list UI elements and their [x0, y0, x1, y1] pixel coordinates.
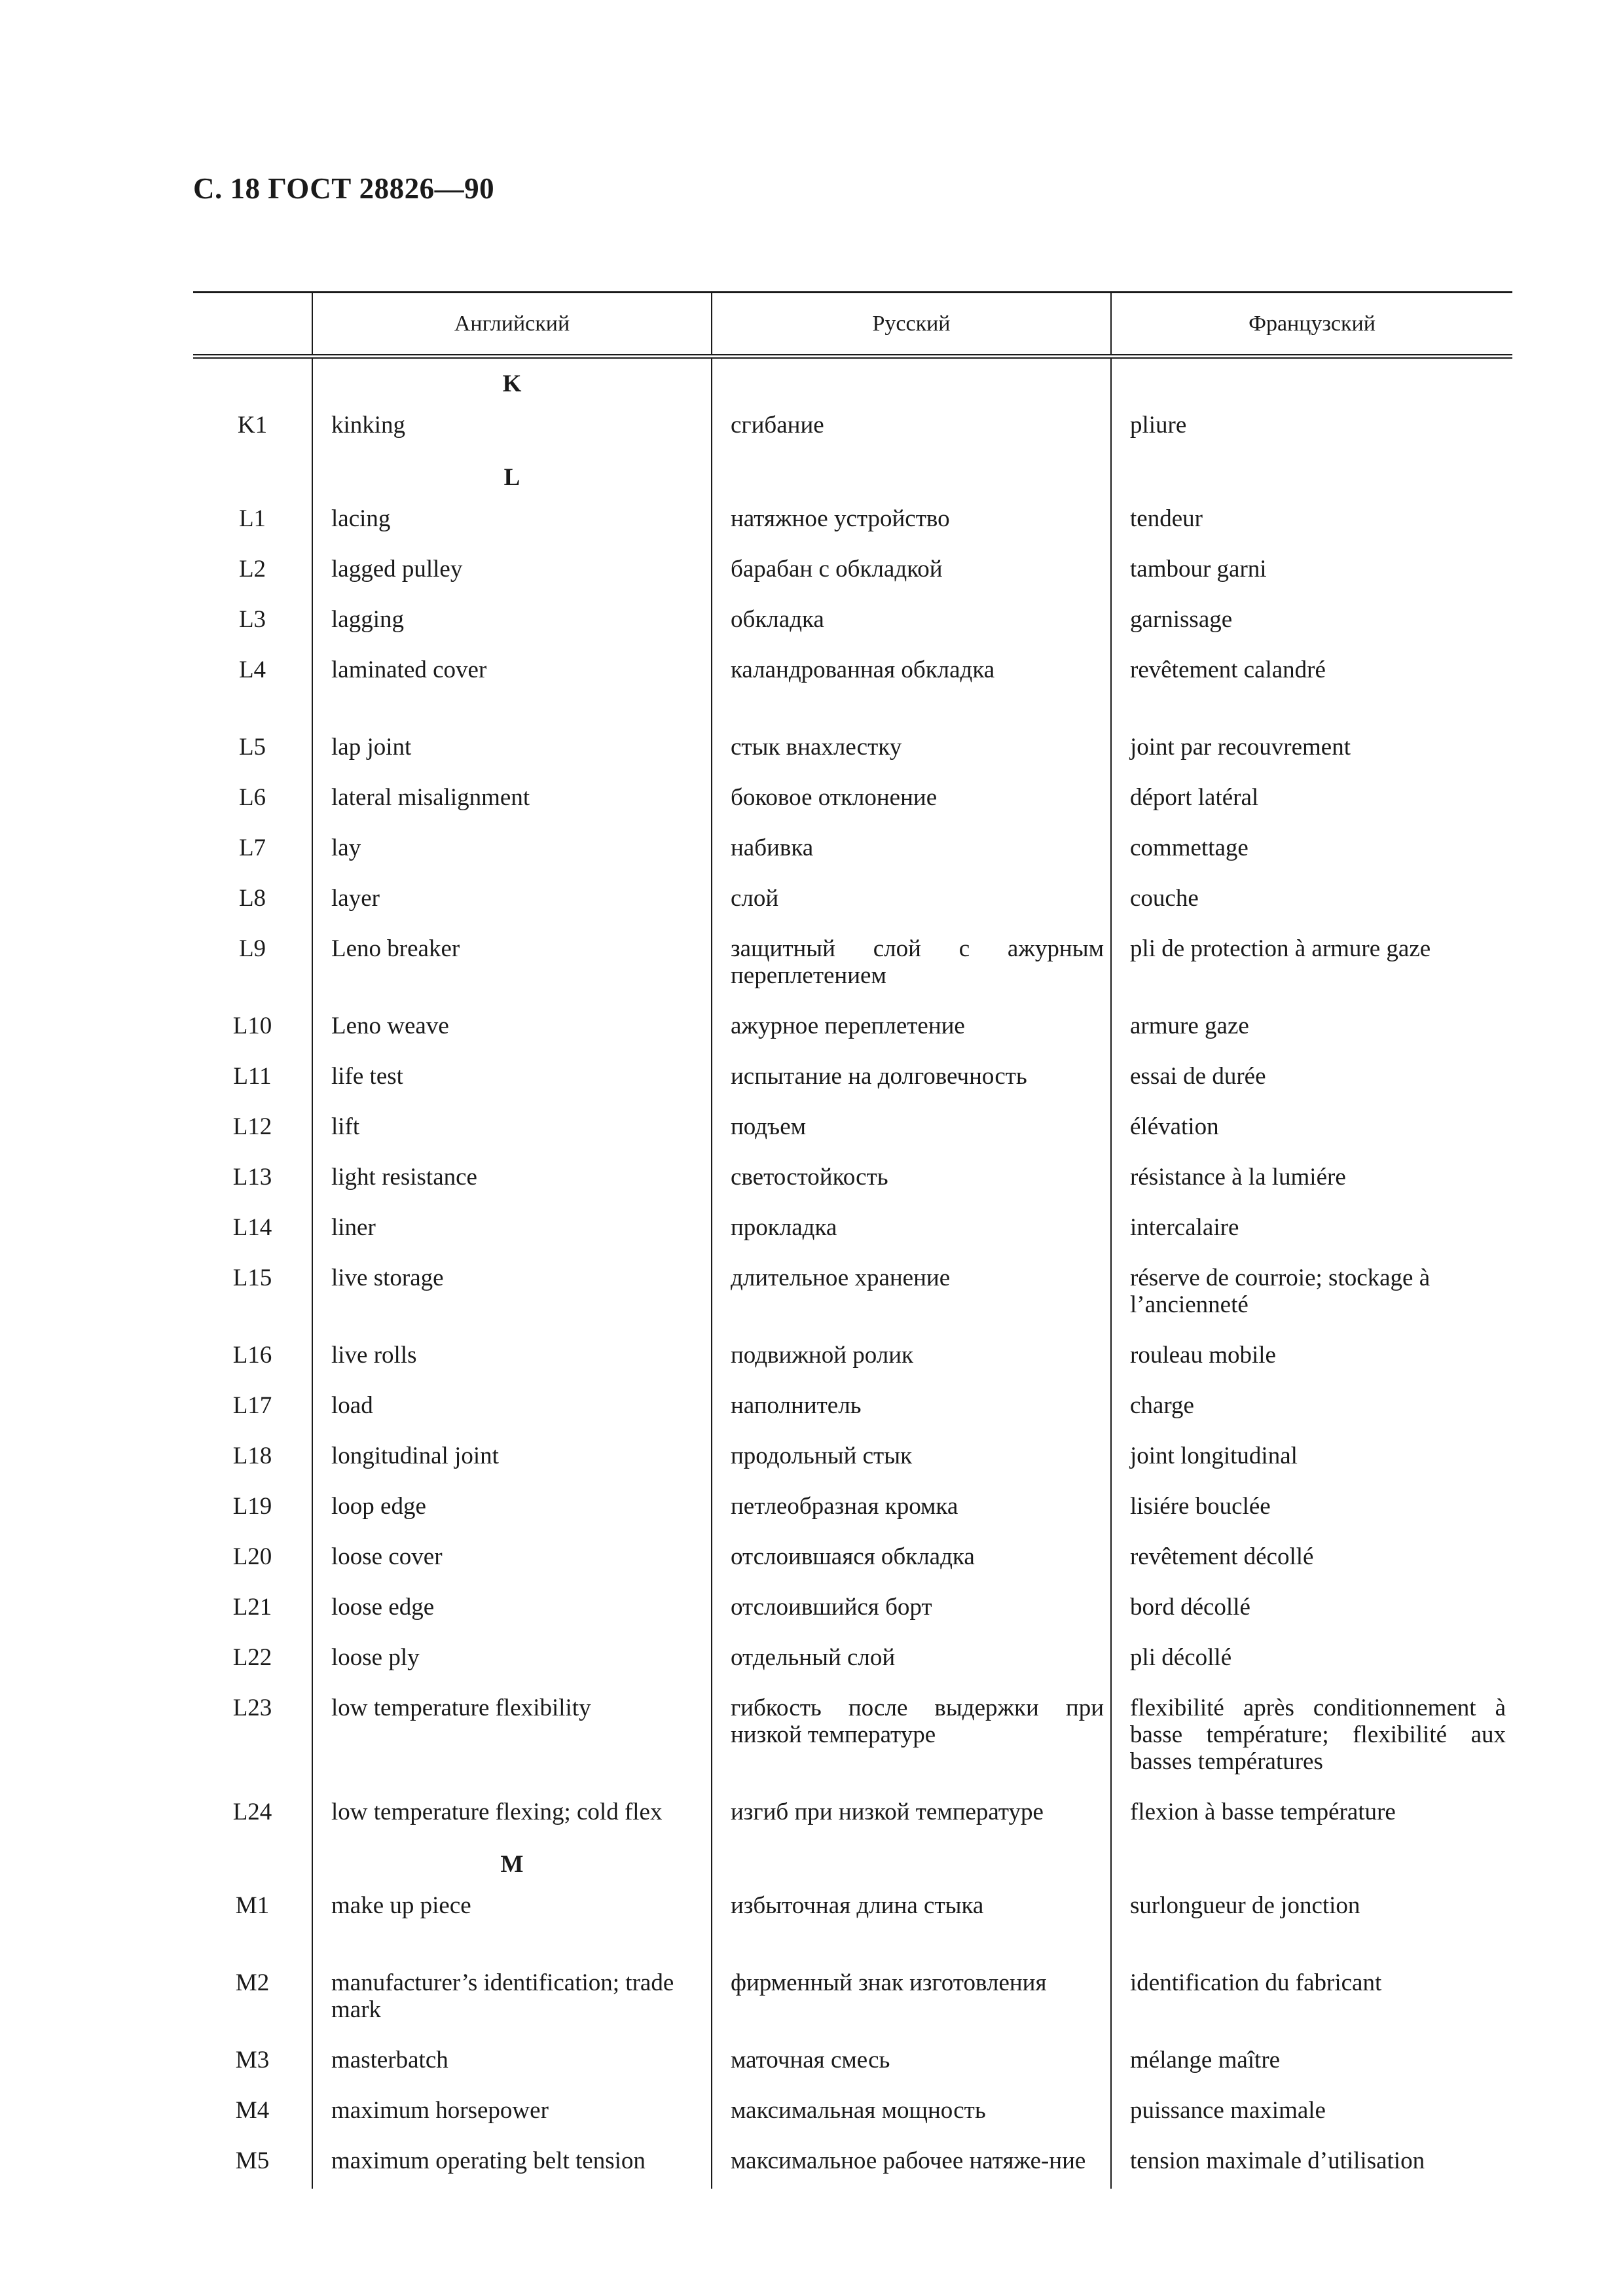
term-code: L11 [233, 1063, 272, 1090]
section-letter-row [193, 357, 1512, 405]
term-french: couche [1111, 878, 1512, 928]
column-header-french: Французский [1111, 293, 1512, 357]
term-russian: натяжное устройство [712, 498, 1111, 548]
section-letter-row [193, 455, 1512, 498]
term-code: M4 [235, 2097, 270, 2124]
term-russian: боковое отклонение [712, 777, 1111, 827]
term-code: L19 [232, 1493, 272, 1520]
term-russian: наполнитель [712, 1385, 1111, 1435]
term-french: élévation [1111, 1106, 1512, 1157]
table-row [193, 1257, 1512, 1335]
term-french: déport latéral [1111, 777, 1512, 827]
term-french: flexibilité après conditionnement à basse température; flexibilité aux basses températures [1111, 1687, 1512, 1791]
term-english: longitudinal joint [312, 1435, 712, 1486]
term-russian: барабан с обкладкой [712, 548, 1111, 599]
table-row [193, 1207, 1512, 1257]
term-english: load [312, 1385, 712, 1435]
term-english: Leno breaker [312, 928, 712, 1005]
term-french: commettage [1111, 827, 1512, 878]
term-russian: максимальное рабочее натяже-ние [712, 2140, 1111, 2189]
term-french: puissance maximale [1111, 2090, 1512, 2140]
table-row [193, 1687, 1512, 1791]
term-code: L3 [238, 606, 266, 633]
term-french: pli décollé [1111, 1637, 1512, 1687]
term-french: surlongueur de jonction [1111, 1885, 1512, 1962]
term-english: make up piece [312, 1885, 712, 1962]
term-code: L23 [232, 1695, 272, 1721]
term-russian: каландрованная обкладка [712, 649, 1111, 726]
table-row [193, 1335, 1512, 1385]
term-french: résistance à la lumiére [1111, 1157, 1512, 1207]
term-russian: стык внахлестку [712, 726, 1111, 777]
term-english: Leno weave [312, 1005, 712, 1056]
term-english: laminated cover [312, 649, 712, 726]
term-russian: подвижной ролик [712, 1335, 1111, 1385]
term-code: L2 [238, 556, 266, 583]
term-russian: максимальная мощность [712, 2090, 1111, 2140]
term-french: pli de protection à armure gaze [1111, 928, 1512, 1005]
term-french: mélange maître [1111, 2039, 1512, 2090]
term-russian: обкладка [712, 599, 1111, 649]
table-row [193, 1056, 1512, 1106]
term-code: L6 [238, 784, 266, 811]
term-code: M3 [235, 2047, 270, 2073]
term-english: loose edge [312, 1587, 712, 1637]
term-french: pliure [1111, 404, 1512, 455]
term-french: tambour garni [1111, 548, 1512, 599]
section-letter: M [312, 1842, 712, 1885]
term-code: L15 [232, 1265, 272, 1291]
term-code: L21 [232, 1594, 272, 1621]
term-russian: петлеобразная кромка [712, 1486, 1111, 1536]
table-row [193, 2039, 1512, 2090]
glossary-table [193, 291, 1512, 2189]
term-code: L14 [232, 1214, 272, 1241]
term-russian: сгибание [712, 404, 1111, 455]
term-french: essai de durée [1111, 1056, 1512, 1106]
table-row [193, 498, 1512, 548]
term-english: loop edge [312, 1486, 712, 1536]
term-code: L4 [238, 656, 266, 683]
term-english: loose cover [312, 1536, 712, 1587]
table-row [193, 1385, 1512, 1435]
term-english: light resistance [312, 1157, 712, 1207]
term-english: maximum horsepower [312, 2090, 712, 2140]
term-english: masterbatch [312, 2039, 712, 2090]
table-row [193, 1486, 1512, 1536]
table-row [193, 1962, 1512, 2039]
term-russian: изгиб при низкой температуре [712, 1791, 1111, 1842]
section-letter: K [312, 357, 712, 405]
term-code: L18 [232, 1443, 272, 1469]
term-english: maximum operating belt tension [312, 2140, 712, 2189]
section-letter: L [312, 455, 712, 498]
table-row [193, 726, 1512, 777]
term-french: charge [1111, 1385, 1512, 1435]
term-english: kinking [312, 404, 712, 455]
term-french: joint longitudinal [1111, 1435, 1512, 1486]
table-row [193, 777, 1512, 827]
term-russian: маточная смесь [712, 2039, 1111, 2090]
term-code: L1 [238, 505, 266, 532]
term-russian: защитный слой с ажурным переплетением [712, 928, 1111, 1005]
table-row [193, 1005, 1512, 1056]
term-code: L20 [232, 1543, 272, 1570]
term-code: L8 [238, 885, 266, 912]
term-french: bord décollé [1111, 1587, 1512, 1637]
term-code: L9 [238, 935, 266, 962]
table-row [193, 1885, 1512, 1962]
glossary-table-wrap [193, 291, 1512, 2189]
term-english: liner [312, 1207, 712, 1257]
term-code: L16 [232, 1342, 272, 1369]
table-row [193, 1106, 1512, 1157]
column-header-russian: Русский [712, 293, 1111, 357]
table-row [193, 878, 1512, 928]
term-french: intercalaire [1111, 1207, 1512, 1257]
term-russian: подъем [712, 1106, 1111, 1157]
term-english: loose ply [312, 1637, 712, 1687]
term-code: M5 [235, 2147, 270, 2174]
section-letter-row [193, 1842, 1512, 1885]
term-code: L5 [238, 734, 266, 761]
term-french: réserve de courroie; stockage à l’ancienneté [1111, 1257, 1512, 1335]
term-english: low temperature flexing; cold flex [312, 1791, 712, 1842]
term-russian: фирменный знак изготовления [712, 1962, 1111, 2039]
term-code: L10 [232, 1013, 272, 1039]
term-russian: отслоившийся борт [712, 1587, 1111, 1637]
table-row [193, 1435, 1512, 1486]
table-row [193, 1157, 1512, 1207]
term-french: rouleau mobile [1111, 1335, 1512, 1385]
table-row [193, 928, 1512, 1005]
term-french: tension maximale d’utilisation [1111, 2140, 1512, 2189]
term-english: lap joint [312, 726, 712, 777]
term-code: L22 [232, 1644, 272, 1671]
term-russian: продольный стык [712, 1435, 1111, 1486]
column-header-english: Английский [312, 293, 712, 357]
term-english: lacing [312, 498, 712, 548]
term-russian: прокладка [712, 1207, 1111, 1257]
term-english: live rolls [312, 1335, 712, 1385]
table-row [193, 1637, 1512, 1687]
table-row [193, 404, 1512, 455]
term-french: lisiére bouclée [1111, 1486, 1512, 1536]
term-french: identification du fabricant [1111, 1962, 1512, 2039]
table-row [193, 2140, 1512, 2189]
term-french: flexion à basse température [1111, 1791, 1512, 1842]
table-row [193, 2090, 1512, 2140]
term-code: L7 [238, 834, 266, 861]
term-french: joint par recouvrement [1111, 726, 1512, 777]
term-french: revêtement décollé [1111, 1536, 1512, 1587]
term-french: armure gaze [1111, 1005, 1512, 1056]
term-russian: испытание на долговечность [712, 1056, 1111, 1106]
table-row [193, 1791, 1512, 1842]
term-english: lay [312, 827, 712, 878]
term-russian: светостойкость [712, 1157, 1111, 1207]
term-french: revêtement calandré [1111, 649, 1512, 726]
column-header-code [193, 293, 312, 357]
table-row [193, 1536, 1512, 1587]
term-french: garnissage [1111, 599, 1512, 649]
term-russian: длительное хранение [712, 1257, 1111, 1335]
term-english: lift [312, 1106, 712, 1157]
table-row [193, 649, 1512, 726]
term-russian: слой [712, 878, 1111, 928]
term-russian: отслоившаяся обкладка [712, 1536, 1111, 1587]
table-row [193, 548, 1512, 599]
term-code: M2 [235, 1969, 270, 1996]
term-english: life test [312, 1056, 712, 1106]
table-row [193, 1587, 1512, 1637]
term-code: M1 [235, 1892, 270, 1919]
term-french: tendeur [1111, 498, 1512, 548]
term-english: live storage [312, 1257, 712, 1335]
term-russian: отдельный слой [712, 1637, 1111, 1687]
term-code: L13 [232, 1164, 272, 1191]
table-row [193, 599, 1512, 649]
term-english: low temperature flexibility [312, 1687, 712, 1791]
term-english: layer [312, 878, 712, 928]
term-code: L24 [232, 1799, 272, 1825]
term-russian: гибкость после выдержки при низкой температуре [712, 1687, 1111, 1791]
term-code: L12 [232, 1113, 272, 1140]
term-english: lagged pulley [312, 548, 712, 599]
term-russian: ажурное переплетение [712, 1005, 1111, 1056]
page-header: С. 18 ГОСТ 28826—90 [193, 172, 495, 205]
table-row [193, 827, 1512, 878]
term-russian: избыточная длина стыка [712, 1885, 1111, 1962]
term-english: manufacturer’s identification; trade mark [312, 1962, 712, 2039]
term-code: K1 [237, 412, 268, 439]
term-english: lagging [312, 599, 712, 649]
term-russian: набивка [712, 827, 1111, 878]
term-english: lateral misalignment [312, 777, 712, 827]
term-code: L17 [232, 1392, 272, 1419]
table-header-row [193, 293, 1512, 357]
